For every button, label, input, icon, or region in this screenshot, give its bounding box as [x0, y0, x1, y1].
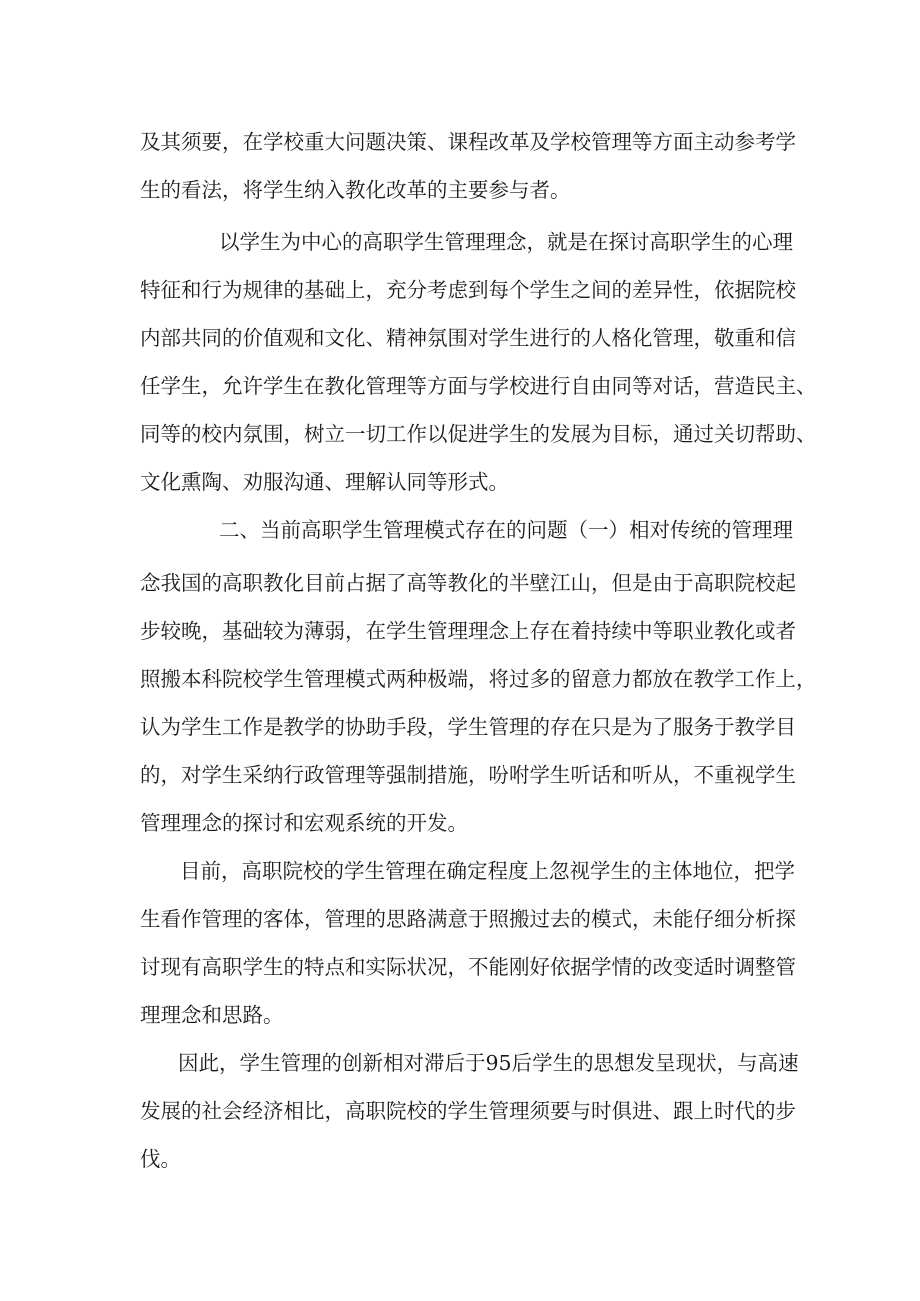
paragraph-3-line-5: 认为学生工作是教学的协助手段，学生管理的存在只是为了服务于教学目	[140, 715, 796, 739]
paragraph-2-line-5: 同等的校内氛围，树立一切工作以促进学生的发展为目标，通过关切帮助、	[140, 422, 817, 446]
paragraph-3-line-2: 念我国的高职教化目前占据了高等教化的半壁江山，但是由于高职院校起	[140, 571, 796, 595]
paragraph-2-line-6: 文化熏陶、劝服沟通、理解认同等形式。	[140, 470, 509, 494]
paragraph-4-line-4: 理理念和思路。	[140, 1003, 284, 1027]
paragraph-3-line-3: 步较晚，基础较为薄弱，在学生管理理念上存在着持续中等职业教化或者	[140, 619, 796, 643]
paragraph-2-line-1: 以学生为中心的高职学生管理理念，就是在探讨高职学生的心理	[219, 230, 793, 254]
paragraph-3-line-1: 二、当前高职学生管理模式存在的问题（一）相对传统的管理理	[219, 518, 793, 542]
paragraph-5-line-3: 伐。	[140, 1147, 181, 1171]
paragraph-3-line-4: 照搬本科院校学生管理模式两种极端，将过多的留意力都放在教学工作上，	[140, 667, 817, 691]
paragraph-4-line-1: 目前，高职院校的学生管理在确定程度上忽视学生的主体地位，把学	[180, 859, 795, 883]
paragraph-2-line-2: 特征和行为规律的基础上，充分考虑到每个学生之间的差异性，依据院校	[140, 278, 796, 302]
paragraph-3-line-7: 管理理念的探讨和宏观系统的开发。	[140, 811, 468, 835]
paragraph-5-line-1: 因此，学生管理的创新相对滞后于95后学生的思想发呈现状，与高速	[178, 1051, 799, 1075]
paragraph-4-line-2: 生看作管理的客体，管理的思路满意于照搬过去的模式，未能仔细分析探	[140, 907, 796, 931]
paragraph-1-line-1: 及其须要，在学校重大问题决策、课程改革及学校管理等方面主动参考学	[140, 130, 796, 154]
paragraph-4-line-3: 讨现有高职学生的特点和实际状况，不能刚好依据学情的改变适时调整管	[140, 955, 796, 979]
paragraph-2-line-4: 任学生，允许学生在教化管理等方面与学校进行自由同等对话，营造民主、	[140, 374, 817, 398]
paragraph-2-line-3: 内部共同的价值观和文化、精神氛围对学生进行的人格化管理，敬重和信	[140, 326, 796, 350]
paragraph-1-line-2: 生的看法，将学生纳入教化改革的主要参与者。	[140, 178, 571, 202]
paragraph-3-line-6: 的，对学生采纳行政管理等强制措施，吩咐学生听话和听从，不重视学生	[140, 763, 796, 787]
paragraph-5-line-2: 发展的社会经济相比，高职院校的学生管理须要与时俱进、跟上时代的步	[140, 1099, 796, 1123]
